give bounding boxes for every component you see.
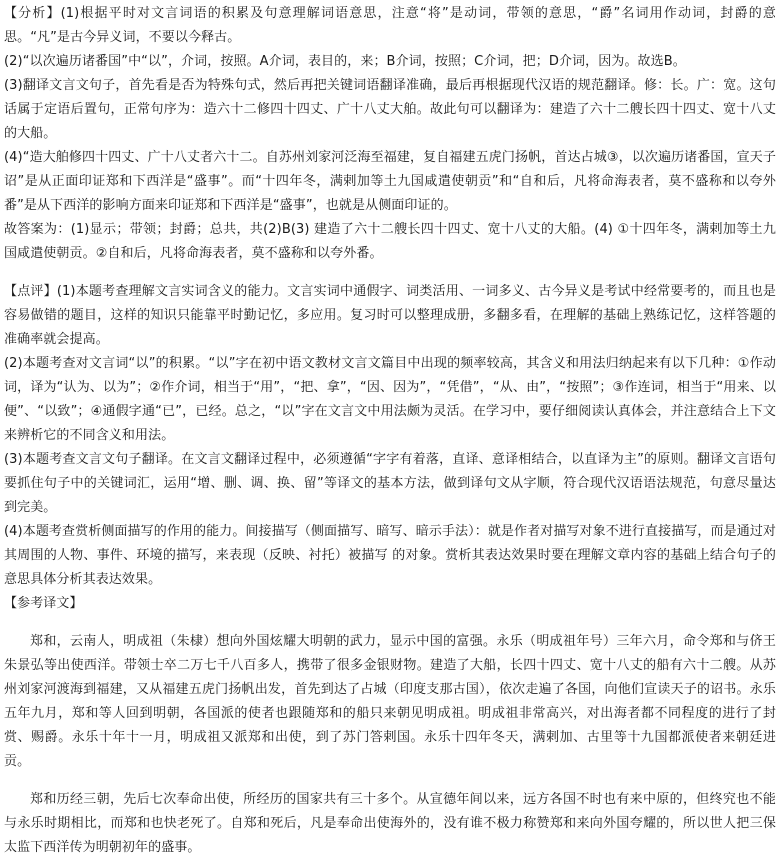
analysis-paragraph-2: (2)“以次遍历诸番国”中“以”，介词，按照。A介词，表目的，来；B介词，按照；C介词，把；D介词，因为。故选B。: [4, 54, 686, 69]
comment-heading: 【点评】: [4, 284, 57, 299]
translation-paragraph-gap: [4, 774, 776, 788]
section-gap: [4, 266, 776, 280]
translation-gap: [4, 616, 776, 630]
comment-paragraph-4: (4)本题考查赏析侧面描写的作用的能力。间接描写（侧面描写、暗写、暗示手法）：就是作者对描写对象不进行直接描写，而是通过对其周围的人物、事件、环境的描写，来表现（反映、衬托）被描写 的对象。赏析其表达效果时要在理解文章内容的基础上结合句子的意思具体分析其表达效果。: [4, 524, 777, 587]
translation-heading: 【参考译文】: [4, 596, 83, 611]
analysis-paragraph-3: (3)翻译文言文句子，首先看是否为特殊句式，然后再把关键词语翻译准确，最后再根据现代汉语的规范翻译。修：长。广：宽。这句话属于定语后置句，正常句序为：造六十二修四十四丈、广十八丈大舶。故此句可以翻译为：建造了六十二艘长四十四丈、宽十八丈的大船。: [4, 78, 776, 141]
translation-paragraph-1: 郑和，云南人，明成祖（朱棣）想向外国炫耀大明朝的武力，显示中国的富强。永乐（明成祖年号）三年六月，命令郑和与侪王朱景弘等出使西洋。带领士卒二万七千八百多人，携带了很多金银财物。建造了大船，长四十四丈、宽十八丈的船有六十二艘。从苏州刘家河渡海到福建，又从福建五虎门扬帆出发，首先到达了占城（印度支那古国），依次走遍了各国，向他们宣读天子的诏书。永乐五年九月，郑和等人回到明朝，各国派的使者也跟随郑和的船只来朝见明成祖。明成祖非常高兴，对出海者都不同程度的进行了封赏、赐爵。永乐十年十一月，明成祖又派郑和出使，到了苏门答剌国。永乐十四年冬天，满剌加、古里等十九国都派使者来朝廷进贡。: [4, 634, 776, 769]
analysis-heading: 【分析】: [4, 6, 61, 21]
comment-paragraph-1: 【点评】(1)本题考查理解文言实词含义的能力。文言实词中通假字、词类活用、一词多义、古今异义是考试中经常要考的，而且也是容易做错的题目，这样的知识只能靠平时勤记忆，多应用。复习时可以整理成册，多翻多看，在理解的基础上熟练记忆，这样答题的准确率就会提高。: [4, 284, 777, 347]
analysis-paragraph-4: (4)“造大舶修四十四丈、广十八丈者六十二。自苏州刘家河泛海至福建，复自福建五虎门扬帆，首达占城③，以次遍历诸番国，宣天子诏”是从正面印证郑和下西洋是“盛事”。而“十四年冬，满剌加等土九国咸遣使朝贡”和“自和后，凡将命海表者，莫不盛称和以夸外番”是从下西洋的影响方面来印证郑和下西洋是“盛事”，也就是从侧面印证的。: [4, 150, 776, 213]
comment-paragraph-2: (2)本题考查对文言词“以”的积累。“以”字在初中语文教材文言文篇目中出现的频率较高，其含义和用法归纳起来有以下几种：①作动词，译为“认为、以为”；②作介词，相当于“用”，“把、拿”，“因、因为”，“凭借”，“从、由”，“按照”；③作连词，相当于“用来、以便”、“以致”；④通假字通“已”，已经。总之，“以”字在文言文中用法颇为灵活。在学习中，要仔细阅读认真体会，并注意结合上下文来辨析它的不同含义和用法。: [4, 356, 776, 443]
translation-paragraph-2: 郑和历经三朝，先后七次奉命出使，所经历的国家共有三十多个。从宣德年间以来，远方各国不时也有来中原的，但终究也不能与永乐时期相比，而郑和也快老死了。自郑和死后，凡是奉命出使海外的，没有谁不极力称赞郑和来向外国夸耀的，所以世人把三保太监下西洋传为明朝初年的盛事。: [4, 792, 776, 855]
comment-paragraph-3: (3)本题考查文言文句子翻译。在文言文翻译过程中，必须遵循“字字有着落，直译、意译相结合，以直译为主”的原则。翻译文言语句要抓住句子中的关键词汇，运用“增、删、调、换、留”等译文的基本方法，做到译句文从字顺，符合现代汉语语法规范，句意尽量达到完美。: [4, 452, 776, 515]
analysis-answer: 故答案为：(1)显示；带领；封爵；总共，共(2)B(3) 建造了六十二艘长四十四丈、宽十八丈的大船。(4) ①十四年冬，满剌加等土九国咸遣使朝贡。②自和后，凡将命海表者，莫不盛称和以夸外番。: [4, 222, 776, 261]
analysis-paragraph-1: 【分析】(1)根据平时对文言词语的积累及句意理解词语意思，注意“将”是动词，带领的意思，“爵”名词用作动词，封爵的意思。“凡”是古今异义词，不要以今释古。: [4, 6, 776, 45]
